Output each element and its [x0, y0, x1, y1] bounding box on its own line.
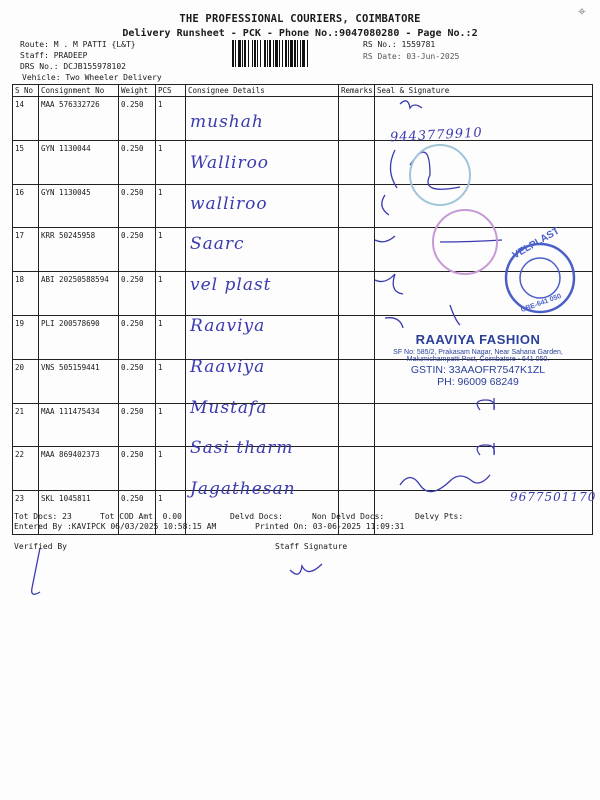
signature-row21: [477, 398, 494, 410]
raaviya-address1: SF No: 585/2, Prakasam Nagar, Near Sahana Garden,: [393, 349, 563, 356]
row-weight: 0.250: [119, 447, 156, 491]
row-sno: 16: [13, 184, 39, 228]
velplast-stamp-text: VELPLAST: [510, 225, 562, 262]
total-docs: Tot Docs: 23: [14, 512, 72, 521]
rs-date: RS Date: 03-Jun-2025: [363, 52, 460, 61]
signature-row19: [385, 305, 460, 328]
row-consignment-no: MAA 869402373: [39, 447, 119, 491]
col-consignee-details: Consignee Details: [186, 85, 339, 97]
drs-number: DRS No.: DCJB155978102: [20, 62, 126, 71]
col-weight: Weight: [119, 85, 156, 97]
total-cod-amount: Tot COD Amt: 0.00: [100, 512, 182, 521]
row-weight: 0.250: [119, 272, 156, 316]
velplast-stamp-code: CBE-641 050: [520, 292, 563, 315]
col-remarks: Remarks: [339, 85, 375, 97]
handwritten-consignee: vel plast: [190, 275, 272, 296]
handwritten-phone-bottom: 9677501170: [510, 490, 597, 504]
handwritten-phone-top: 9443779910: [389, 125, 484, 146]
col-seal-signature: Seal & Signature: [375, 85, 593, 97]
row-consignment-no: PLI 200578690: [39, 315, 119, 359]
staff-signature: [290, 564, 322, 574]
signature-row15: [390, 150, 460, 189]
row-pcs: 1: [156, 491, 186, 535]
handwritten-consignee: Jagathesan: [190, 479, 296, 500]
col-sno: S No: [13, 85, 39, 97]
row-sno: 22: [13, 447, 39, 491]
row-consignment-no: VNS 505159441: [39, 359, 119, 403]
row-pcs: 1: [156, 228, 186, 272]
row-weight: 0.250: [119, 403, 156, 447]
handwritten-consignee: mushah: [190, 112, 264, 132]
delivery-points: Delvy Pts:: [415, 512, 464, 521]
raaviya-phone: PH: 96009 68249: [437, 376, 519, 388]
raaviya-address2: Malumichampatti Post, Coimbatore - 641 050.: [406, 356, 550, 363]
company-title: THE PROFESSIONAL COURIERS, COIMBATORE: [179, 13, 421, 25]
row-pcs: 1: [156, 97, 186, 141]
row-sno: 14: [13, 97, 39, 141]
signature-row17b: [440, 240, 502, 242]
runsheet-subtitle: Delivery Runsheet - PCK - Phone No.:9047080280 - Page No.:2: [122, 28, 478, 39]
row-weight: 0.250: [119, 140, 156, 184]
verified-by-label: Verified By: [14, 542, 67, 551]
row-consignment-no: MAA 576332726: [39, 97, 119, 141]
handwritten-consignee: Walliroo: [190, 152, 270, 173]
vehicle-label: Vehicle: Two Wheeler Delivery: [22, 73, 162, 82]
row-sno: 20: [13, 359, 39, 403]
signature-row18: [375, 274, 403, 294]
staff-signature-label: Staff Signature: [275, 542, 348, 551]
row-sno: 23: [13, 491, 39, 535]
row-consignment-no: GYN 1130045: [39, 184, 119, 228]
staff-label: Staff: PRADEEP: [20, 51, 88, 60]
row-weight: 0.250: [119, 491, 156, 535]
handwritten-consignee: walliroo: [190, 193, 268, 214]
row-sno: 18: [13, 272, 39, 316]
rs-number: RS No.: 1559781: [363, 40, 436, 49]
handwritten-consignee: Mustafa: [190, 397, 268, 418]
handwritten-consignee: Saarc: [190, 234, 245, 255]
raaviya-stamp: [380, 332, 576, 388]
signature-row22: [477, 443, 494, 455]
page-corner-icon: ⌖: [578, 4, 586, 20]
stamp-cyan: [410, 145, 470, 205]
row-consignment-no: MAA 111475434: [39, 403, 119, 447]
row-weight: 0.250: [119, 97, 156, 141]
non-delivered-docs: Non Delvd Docs:: [312, 512, 385, 521]
signature-row14: [400, 101, 422, 108]
row-sno: 15: [13, 140, 39, 184]
raaviya-gstin: GSTIN: 33AAOFR7547K1ZL: [410, 364, 546, 376]
signature-row17: [375, 236, 395, 242]
verified-signature: [32, 548, 40, 594]
col-pcs: PCS: [156, 85, 186, 97]
row-sno: 17: [13, 228, 39, 272]
row-sno: 21: [13, 403, 39, 447]
entered-by: Entered By :KAVIPCK 06/03/2025 10:58:15 AM: [14, 522, 217, 531]
handwritten-consignee: Raaviya: [190, 316, 266, 336]
row-weight: 0.250: [119, 228, 156, 272]
row-consignment-no: ABI 20250588594: [39, 272, 119, 316]
row-consignment-no: GYN 1130044: [39, 140, 119, 184]
row-consignment-no: KRR 50245958: [39, 228, 119, 272]
signature-row23: [400, 475, 490, 492]
row-pcs: 1: [156, 315, 186, 359]
handwritten-consignee: Sasi tharm: [190, 438, 294, 459]
row-pcs: 1: [156, 140, 186, 184]
signature-row16: [382, 195, 389, 215]
stamp-velplast-inner: [520, 258, 560, 298]
row-weight: 0.250: [119, 315, 156, 359]
row-pcs: 1: [156, 447, 186, 491]
row-weight: 0.250: [119, 359, 156, 403]
row-sno: 19: [13, 315, 39, 359]
row-pcs: 1: [156, 272, 186, 316]
printed-on: Printed On: 03-06-2025 11:09:31: [255, 522, 405, 531]
row-weight: 0.250: [119, 184, 156, 228]
handwritten-consignee: Raaviya: [190, 356, 266, 377]
row-pcs: 1: [156, 403, 186, 447]
raaviya-shop-name: RAAVIYA FASHION: [415, 332, 541, 347]
delivered-docs: Delvd Docs:: [230, 512, 283, 521]
row-pcs: 1: [156, 184, 186, 228]
route-label: Route: M . M PATTI {L&T}: [20, 40, 136, 49]
row-pcs: 1: [156, 359, 186, 403]
row-consignment-no: SKL 1045811: [39, 491, 119, 535]
col-consignment-no: Consignment No: [39, 85, 119, 97]
